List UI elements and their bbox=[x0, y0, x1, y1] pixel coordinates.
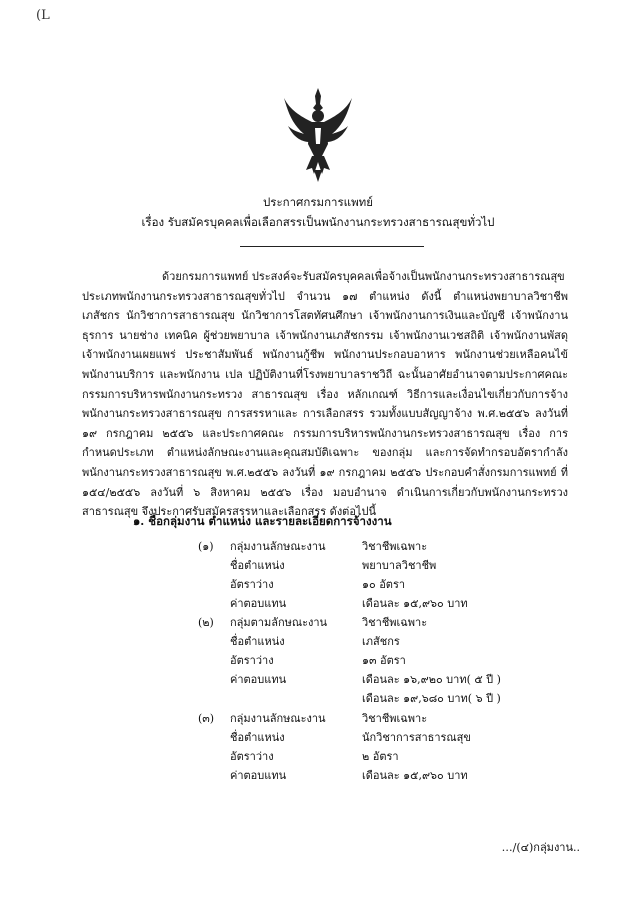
group-row bbox=[0, 632, 636, 652]
field-label: ชื่อตำแหน่ง bbox=[230, 731, 285, 744]
field-value: เภสัชกร bbox=[362, 635, 400, 648]
group-row bbox=[0, 709, 636, 729]
field-value: วิชาชีพเฉพาะ bbox=[362, 712, 428, 725]
body-line: กรรมการบริหารพนักงานกระทรวงสาธารณสุข เรื่อง การกำหนดประเภท ตำแหน่งลักษณะงานและคุณสมบัติเฉพาะ bbox=[82, 426, 568, 460]
body-line: ของกลุ่ม และการจัดทำกรอบอัตรากำลังพนักงานกระทรวงสาธารณสุข พ.ศ.๒๕๕๖ ลงวันที่ ๑๙ กรกฎาคม bbox=[82, 446, 568, 479]
announcement-subject: เรื่อง รับสมัครบุคคลเพื่อเลือกสรรเป็นพนักงานกระทรวงสาธารณสุขทั่วไป bbox=[141, 215, 495, 229]
body-line: ดำเนินการเกี่ยวกับพนักงานกระทรวงสาธารณสุข จึงประกาศรับสมัครสรรหาและเลือกสรร ดังต่อไปนี้ bbox=[82, 485, 568, 519]
body-line: นักวิชาการสาธารณสุข นักวิชาการโสตทัศนศึกษา เจ้าพนักงานการเงินและบัญชี เจ้าพนักงานธุรการ นายช่าง bbox=[82, 309, 568, 342]
body-line: ๒๕๕๖ ประกอบคำสั่งกรมการแพทย์ ที่ ๑๕๔/๒๕๕๖ ลงวันที่ ๖ สิงหาคม ๒๕๕๖ เรื่อง มอบอำนาจ bbox=[82, 465, 569, 499]
group-row bbox=[0, 689, 636, 709]
group-row bbox=[0, 766, 636, 786]
group-row bbox=[0, 594, 636, 614]
announcement-title: ประกาศกรมการแพทย์ bbox=[262, 195, 373, 209]
group-row bbox=[0, 747, 636, 767]
garuda-emblem-icon bbox=[282, 86, 354, 182]
field-value: วิชาชีพเฉพาะ bbox=[362, 540, 428, 553]
title-divider bbox=[240, 246, 424, 247]
field-value: พยาบาลวิชาชีพ bbox=[362, 559, 437, 572]
group-row bbox=[0, 670, 636, 690]
field-label: กลุ่มตามลักษณะงาน bbox=[230, 616, 328, 629]
page-mark: (L bbox=[36, 8, 50, 23]
field-label: ค่าตอบแทน bbox=[230, 597, 287, 610]
group-number: (๑) bbox=[198, 540, 214, 553]
field-label: ชื่อตำแหน่ง bbox=[230, 559, 285, 572]
group-row bbox=[0, 728, 636, 748]
field-value: เดือนละ ๑๕,๙๖๐ บาท bbox=[362, 769, 468, 782]
body-line: ประชาสัมพันธ์ พนักงานกู้ชีพ พนักงานประกอบอาหาร พนักงานช่วยเหลือคนไข้ พนักงานบริการ และพนักงาน bbox=[82, 348, 569, 381]
group-row bbox=[0, 613, 636, 633]
field-label: ค่าตอบแทน bbox=[230, 769, 287, 782]
field-label: อัตราว่าง bbox=[230, 654, 274, 667]
field-label: กลุ่มงานลักษณะงาน bbox=[230, 712, 326, 725]
body-line: เปล ปฏิบัติงานที่โรงพยาบาลราชวิถี ฉะนั้นอาศัยอำนาจตามประกาศคณะกรรมการบริหารพนักงานกระทรวง bbox=[82, 367, 568, 401]
announcement-body bbox=[82, 267, 568, 522]
continuation-marker: …/(๔)กลุ่มงาน.. bbox=[501, 841, 580, 854]
field-value: นักวิชาการสาธารณสุข bbox=[362, 731, 471, 744]
field-label: อัตราว่าง bbox=[230, 750, 274, 763]
field-value: ๒ อัตรา bbox=[362, 750, 399, 763]
group-row bbox=[0, 537, 636, 557]
field-label: อัตราว่าง bbox=[230, 578, 274, 591]
section-title: ๑. ชื่อกลุ่มงาน ตำแหน่ง และรายละเอียดการจ้างงาน bbox=[133, 514, 392, 528]
field-label: กลุ่มงานลักษณะงาน bbox=[230, 540, 326, 553]
field-value: ๑๐ อัตรา bbox=[362, 578, 406, 591]
field-value: เดือนละ ๑๖,๙๒๐ บาท( ๕ ปี ) bbox=[362, 673, 501, 686]
field-value: วิชาชีพเฉพาะ bbox=[362, 616, 428, 629]
group-row bbox=[0, 651, 636, 671]
field-value: เดือนละ ๑๙,๖๘๐ บาท( ๖ ปี ) bbox=[362, 692, 501, 705]
group-row bbox=[0, 556, 636, 576]
group-number: (๓) bbox=[198, 712, 215, 725]
field-value: เดือนละ ๑๕,๙๖๐ บาท bbox=[362, 597, 468, 610]
group-row bbox=[0, 575, 636, 595]
body-line: ด้วยกรมการแพทย์ ประสงค์จะรับสมัครบุคคลเพื่อจ้างเป็นพนักงานกระทรวงสาธารณสุข bbox=[162, 270, 565, 283]
group-number: (๒) bbox=[198, 616, 214, 629]
body-line: เทคนิค ผู้ช่วยพยาบาล เจ้าพนักงานเภสัชกรรม เจ้าพนักงานเวชสถิติ เจ้าพนักงานพัสดุ เจ้าพนักงานเผยแพร่ bbox=[82, 328, 568, 362]
body-line: ประเภทพนักงานกระทรวงสาธารณสุขทั่วไป จำนวน ๑๗ ตำแหน่ง ดังนี้ ตำแหน่งพยาบาลวิชาชีพ เภสัชกร bbox=[82, 289, 568, 323]
field-label: ค่าตอบแทน bbox=[230, 673, 287, 686]
field-value: ๑๓ อัตรา bbox=[362, 654, 406, 667]
body-line: การเลือกสรร รวมทั้งแบบสัญญาจ้าง พ.ศ.๒๕๕๖ ลงวันที่ ๑๙ กรกฎาคม ๒๕๕๖ และประกาศคณะ bbox=[82, 407, 569, 440]
field-label: ชื่อตำแหน่ง bbox=[230, 635, 285, 648]
body-line: สาธารณสุข เรื่อง หลักเกณฑ์ วิธีการและเงื่อนไขเกี่ยวกับการจ้างพนักงานกระทรวงสาธารณสุข การสรรหาและ bbox=[82, 387, 569, 421]
